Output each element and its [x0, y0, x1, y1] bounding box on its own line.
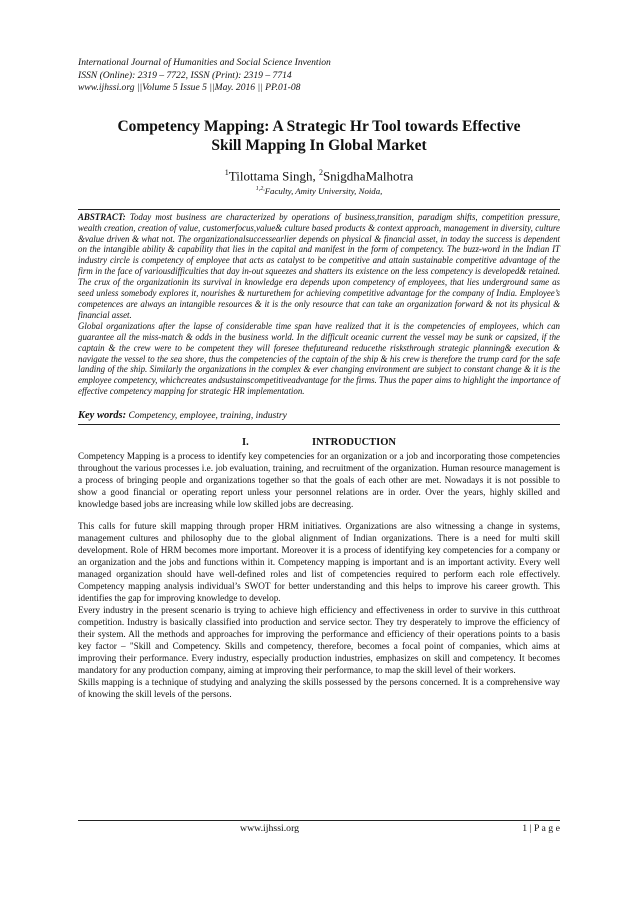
author-list: [78, 165, 560, 183]
affiliation-superscript: 1,2,: [255, 185, 265, 192]
author-1-name: Tilottama Singh,: [228, 167, 319, 183]
author-affiliation: [78, 184, 560, 197]
keywords-rule: [78, 424, 560, 425]
section-heading: [78, 437, 560, 449]
body-paragraph-4: Skills mapping is a technique of studying and analyzing the skills possessed by the persons concerned. It is a comprehensive way of knowing the skill levels of the persons.: [78, 677, 560, 700]
body-paragraph-1: Competency Mapping is a process to identify key competencies for an organization or a job and incorporating those competencies throughout the various processes i.e. job evaluation, training, and recruitment of the organization. Human resource management is a process of bringing people and organizations together so that the goals of each other are met. Nowadays it is not possible to show a good financial or operating report unless your personnel relations are in order. Over the years, highly skilled and knowledge based jobs are increasing while low skilled jobs are decreasing.: [78, 451, 560, 510]
abstract-paragraph-2: Global organizations after the lapse of considerable time span have realized that it is the competencies of employees, which can guarantee all the miss-match & odds in the business world. In the difficult oceanic current the vessel may be sunk or capsized, if the captain & the crew were to be competent they will foresee thefutureand reducethe risksthrough strategic planning& execution & navigate the vessel to the sea shore, thus the competencies of the captain of the ship & his crew is therefore the trump card for the safe landing of the ship. Similarly the organizations in the complex & ever changing environment are subject to constant change & it is the employee competency, whichcreates andsustainscompetitiveadvantage for the firms. Thus the paper aims to highlight the importance of effective competency mapping for strategic HR implementation.: [78, 320, 560, 397]
affiliation-text: Faculty, Amity University, Noida,: [264, 185, 383, 196]
abstract-top-rule: [78, 209, 560, 210]
abstract: [78, 212, 560, 397]
abstract-paragraph-1: [78, 212, 560, 321]
body-paragraph-2: This calls for future skill mapping through proper HRM initiatives. Organizations are also witnessing a change in systems, management cultures and philosophy due to the global alignment of Indian organizations. There is a need for multi skill development. Role of HRM becomes more important. Moreover it is a process of identifying key competencies for a company or an organization and the jobs and functions within it. Competency mapping is important and is an important activity. Every well managed organization should have well-defined roles and list of competencies required to perform each role effectively. Competency mapping analysis individual’s SWOT for better understanding and this helps to improve his career growth. This identifies the gap for improving knowledge to develop.: [78, 521, 560, 604]
journal-volume: www.ijhssi.org ||Volume 5 Issue 5 ||May. 2016 || PP.01-08: [78, 82, 301, 93]
introduction-body: [78, 450, 560, 700]
paper-title-line-2: Skill Mapping In Global Market: [211, 136, 427, 154]
paper-page: [78, 57, 560, 700]
author-2-superscript: 2: [318, 167, 323, 177]
author-2-name: SnigdhaMalhotra: [322, 167, 414, 183]
footer-rule: [78, 820, 560, 821]
paper-title-line-1: Competency Mapping: A Strategic Hr Tool towards Effective: [117, 117, 521, 135]
section-title: INTRODUCTION: [311, 437, 396, 449]
journal-name: International Journal of Humanities and Social Science Invention: [78, 57, 331, 68]
footer-url: www.ijhssi.org: [240, 823, 300, 834]
body-paragraph-3: Every industry in the present scenario is trying to achieve high efficiency and effectiveness in order to survive in this cutthroat competition. Industry is basically classified into production and service sector. They try desperately to improve the efficiency of their system. All the methods and approaches for improving the performance and efficiency of their operations points to a basis key factor – "Skill and Competency. Skills and competency, therefore, becomes a focal point of companies, which aims at improving their performance. Every industry, especially production industries, emphasizes on skill and competency. It becomes mandatory for any production company, aiming at improving their performance, to map the skill level of their workers.: [78, 605, 560, 676]
keywords-text: Competency, employee, training, industry: [126, 411, 287, 422]
abstract-paragraph-1-text: Today most business are characterized by operations of business,transition, paradigm shifts, competition pressure, wealth creation, creation of value, customerfocus,value& culture based products & context approach, management in diversity, culture &value driven & what not. The organizationalsuccessearlier depends on physical & financial asset, in today the success is dependent on the intangible ability & capability that lies in the capital and manifest in the form of competency. The buzz-word in the Indian IT industry circle is competency of employee that acts as catalyst to be competitive and attain sustainable competitive advantage of the firm in the face of variousdifficulties that day in-out squeezes and shatters its existence on the less competency is developed& retained. The crux of the organizationin its survival in knowledge era depends upon competency of employees, that lies underground same as seed unless somebody explores it, nourishes & nurturethem for achieving competitive advantage for the company of India. Employee’s competences are always an intangible resources & it is the only resource that can take an organization forward & not its physical & financial asset.: [78, 211, 560, 320]
author-1-superscript: 1: [224, 167, 229, 177]
keywords-label: Key words:: [78, 410, 127, 422]
journal-issn: ISSN (Online): 2319 – 7722, ISSN (Print): 2319 – 7714: [78, 69, 292, 81]
abstract-label: ABSTRACT:: [78, 211, 126, 222]
footer-page-number: 1 | P a g e: [522, 823, 560, 834]
keywords: [78, 410, 560, 422]
paper-title: [78, 117, 560, 155]
section-number: I.: [241, 437, 249, 449]
